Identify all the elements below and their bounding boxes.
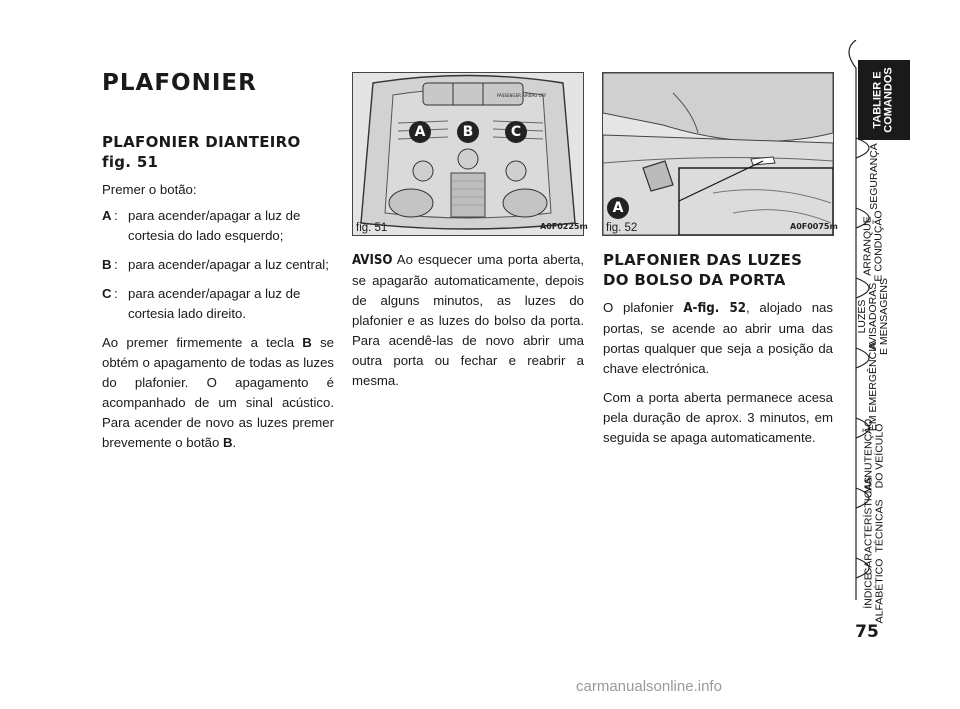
warning-label: AVISO	[352, 253, 393, 268]
para-text: Ao premer firmemente a tecla	[102, 335, 303, 350]
tab-label: SEGURANÇA	[867, 142, 880, 210]
list-item: B : para acender/apagar a luz central;	[102, 255, 334, 275]
tab-label: CARACTERÍSTICAS TÉCNICAS	[862, 476, 886, 576]
item-letter: A	[102, 208, 112, 223]
column-left	[102, 70, 334, 462]
tab-label: MANUTENÇÃO DO VEÍCULO	[862, 418, 886, 494]
tab-label: EM EMERGÊNCIA	[867, 341, 880, 431]
section-heading-text: PLAFONIER DAS LUZES	[603, 251, 803, 269]
item-text: para acender/apagar a luz de cortesia lado direito.	[128, 286, 301, 321]
para-text: se obtém o apagamento de todas as luzes do plafonier. O apagamento é acompanhado de um sinal acústico. Para acender de novo as luzes premer brevemente o botão	[102, 335, 335, 450]
ceiling-light-illustration	[353, 73, 583, 235]
paragraph-switch-off	[102, 333, 334, 453]
figure-52-caption: fig. 52	[606, 222, 638, 234]
tab-arranque-conducao[interactable]	[848, 212, 900, 280]
tab-seguranca[interactable]	[848, 142, 900, 210]
tab-caracteristicas[interactable]	[848, 476, 900, 576]
para-text: , alojado nas portas, se acende ao abrir uma das portas qualquer que seja a posição da chave electrónica.	[603, 300, 833, 376]
item-letter: C	[102, 286, 112, 301]
paragraph-door-timer: Com a porta aberta permanece acesa pela duração de aprox. 3 minutos, em seguida se apaga automaticamente.	[603, 390, 833, 445]
tab-label: LUZES AVISADORAS E MENSAGENS	[856, 277, 891, 355]
door-pocket-illustration	[603, 73, 833, 235]
tab-tablier-comandos[interactable]	[858, 60, 910, 140]
section-heading-text: PLAFONIER DIANTEIRO	[102, 133, 301, 151]
figure-52	[602, 72, 834, 236]
item-text: para acender/apagar a luz central;	[128, 257, 329, 272]
warning-paragraph	[352, 250, 584, 391]
para-fig-ref: A-fig. 52	[683, 301, 747, 316]
tab-label: TABLIER E COMANDOS	[872, 67, 896, 133]
warning-text: Ao esquecer uma porta aberta, se apagarão automaticamente, depois de alguns minutos, as luzes do plafonier e as luzes do bolso da porta. Para acendê-las de novo abrir uma outra porta ou fechar e reabrir a mesma.	[352, 252, 584, 388]
section-fig-ref: fig. 51	[102, 153, 159, 171]
airbag-panel-text: PASSENGER AIRBAG OFF	[497, 93, 547, 98]
para-text: .	[232, 435, 237, 450]
column-right	[603, 250, 833, 457]
list-item: A : para acender/apagar a luz de cortesia do lado esquerdo;	[102, 206, 334, 246]
section-heading-text: DO BOLSO DA PORTA	[603, 271, 786, 289]
section-heading-front	[102, 132, 334, 172]
label-a: A	[409, 121, 431, 143]
para-text: O plafonier	[603, 300, 684, 315]
watermark: carmanualsonline.info	[576, 678, 722, 695]
tab-em-emergencia[interactable]	[848, 341, 900, 431]
tab-label: ÍNDICE ALFABÉTICO	[862, 558, 885, 624]
intro-text: Premer o botão:	[102, 182, 197, 197]
label-a: A	[607, 197, 629, 219]
figure-51-code: A0F0225m	[540, 222, 588, 231]
para-key: B	[302, 335, 312, 350]
item-text: para acender/apagar a luz de cortesia do lado esquerdo;	[128, 208, 301, 243]
figure-51-caption: fig. 51	[356, 222, 388, 234]
figure-52-code: A0F0075m	[790, 222, 838, 231]
page-title: PLAFONIER	[102, 70, 257, 96]
paragraph-door-light	[603, 298, 833, 379]
column-middle	[352, 250, 584, 400]
tab-luzes-avisadoras[interactable]	[848, 277, 900, 355]
section-heading-door	[603, 250, 833, 290]
figure-51	[352, 72, 584, 236]
label-c: C	[505, 121, 527, 143]
tab-label: ARRANQUE E CONDUÇÃO	[862, 210, 885, 282]
label-b: B	[457, 121, 479, 143]
para-key: B	[222, 435, 233, 450]
tab-indice[interactable]	[848, 558, 900, 624]
list-item: C : para acender/apagar a luz de cortesia lado direito.	[102, 284, 334, 324]
item-letter: B	[102, 257, 112, 272]
page-number: 75	[855, 622, 879, 642]
